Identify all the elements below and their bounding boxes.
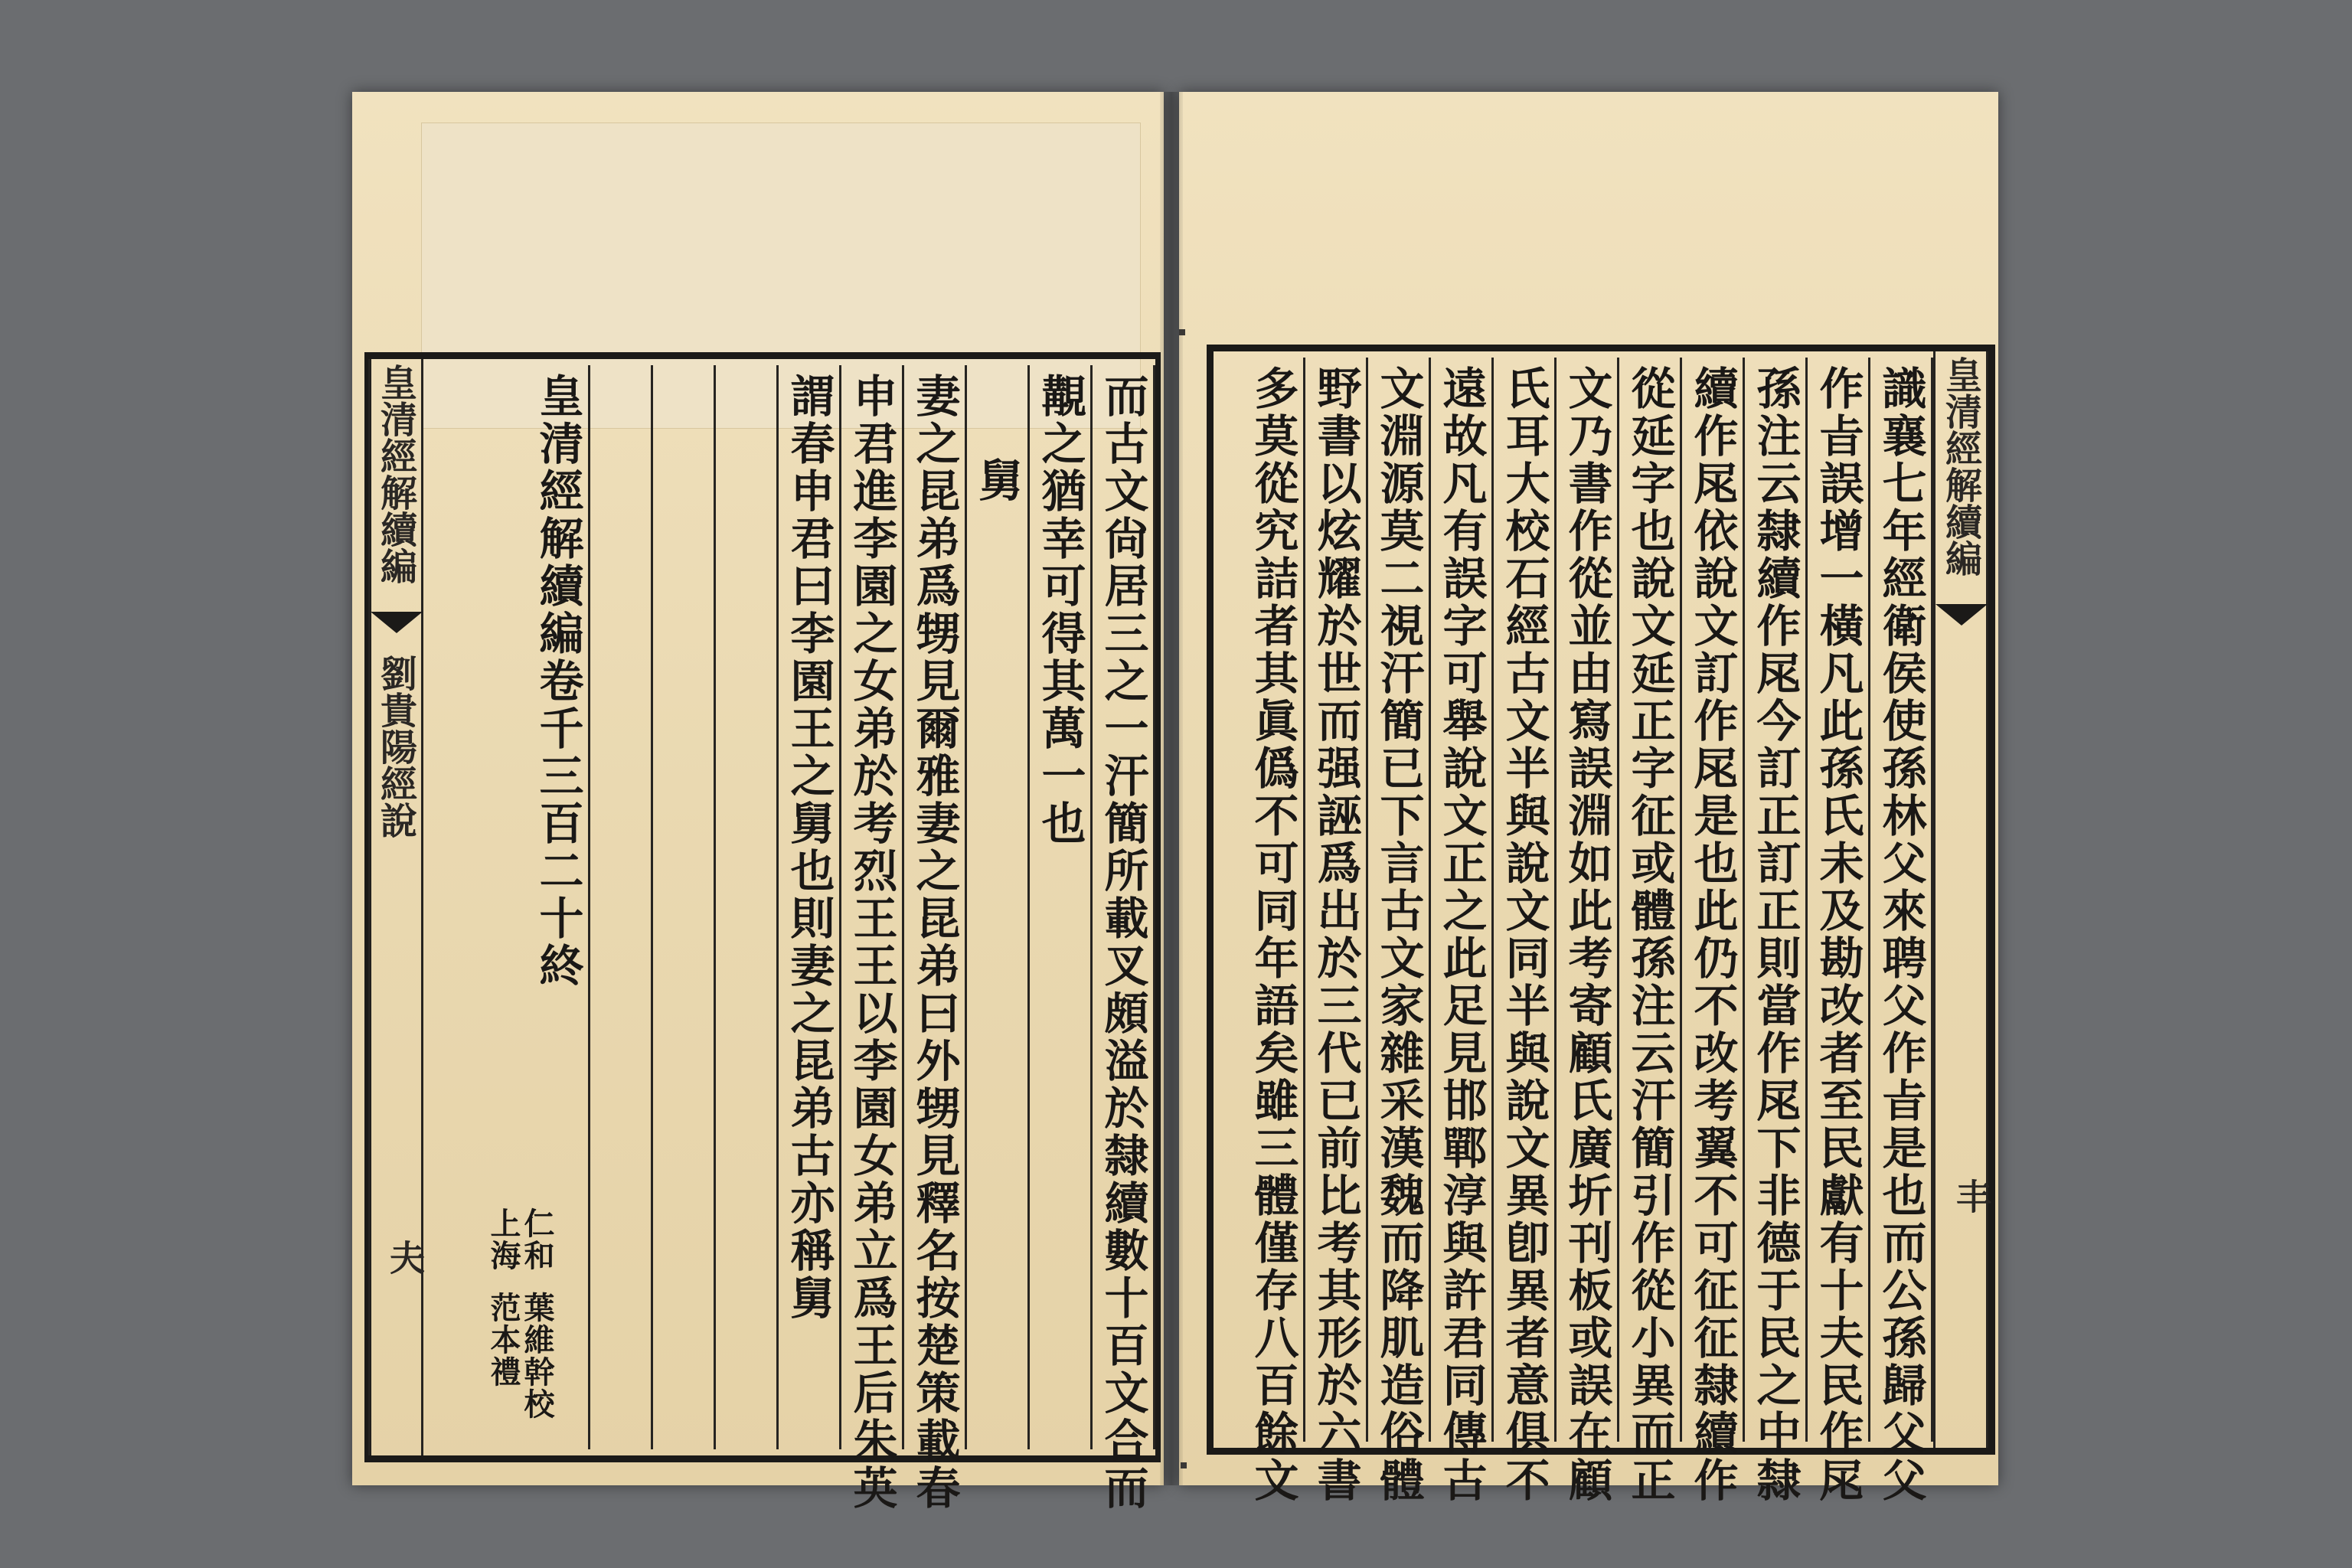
column-text: 文淵源莫二視汗簡已下言古文家雜采漢魏而降肌造俗體: [1372, 365, 1425, 1504]
column-text: 申君進李園之女弟於考烈王王以李園女弟立爲王后朱英: [845, 373, 898, 1512]
text-column: [1305, 358, 1368, 1504]
column-text: 孫注云隸續作㞑今訂正訂正則當作㞑下非德于民之中隸: [1749, 365, 1802, 1504]
column-text: 覯之猶幸可得其萬一也: [1034, 373, 1086, 848]
gutter-section: 劉貴陽經說: [374, 655, 417, 838]
column-text: 而古文尙居三之一汗簡所載叉頗溢於隸續數十百文合而: [1096, 373, 1149, 1512]
text-column: [1093, 365, 1155, 1512]
text-column: [904, 365, 967, 1512]
text-column: [1808, 358, 1870, 1504]
column-text: 多莫從究詰者其眞僞不可同年語矣雖三體僅存八百餘文: [1246, 365, 1299, 1504]
text-column: [841, 365, 904, 1512]
left-text-frame: [364, 352, 1161, 1512]
text-column: [590, 365, 653, 1449]
gutter-title: 皇清經解續編: [374, 364, 417, 584]
text-column: [1494, 358, 1557, 1504]
column-text: 續作㞑依說文訂作㞑是也此仍不改考翼不可征征隸續作: [1686, 365, 1739, 1504]
fish-tail-mark: [371, 612, 423, 633]
text-column: [1682, 358, 1745, 1504]
text-column: [1243, 358, 1305, 1504]
text-column: [1431, 358, 1494, 1504]
text-column: [716, 365, 779, 1449]
column-text: 謂春申君曰李園王之舅也則妻之昆弟古亦稱舅: [782, 373, 835, 1322]
collator-text: 仁和: [519, 1207, 555, 1272]
page-gutter-column: [1933, 351, 1992, 1448]
fish-tail-mark: [1936, 604, 1988, 626]
right-page: [1179, 92, 1998, 1504]
column-text: 識襄七年經衛侯使孫林父來聘父作㫖是也而公孫歸父父: [1874, 365, 1927, 1504]
book-gutter: [1160, 92, 1183, 1485]
column-text: 野書以炫耀於世而强誣爲出於三代已前比考其形於六書: [1309, 365, 1362, 1504]
binding-mark: [1179, 329, 1185, 335]
text-column: [1557, 358, 1619, 1504]
collator-text: 葉維幹校: [519, 1292, 555, 1420]
column-text: 舅: [971, 457, 1024, 505]
text-column: [1745, 358, 1808, 1504]
text-column: [1368, 358, 1431, 1504]
column-text: 氏耳大校石經古文半與說文同半與說文異卽異者意俱不: [1498, 365, 1550, 1504]
text-column: [1870, 358, 1933, 1504]
text-column: [653, 365, 716, 1449]
gutter-title: 皇清經解續編: [1939, 356, 1982, 577]
collator-column: [520, 365, 554, 1449]
column-text: 文乃書作從並由寫誤淵如此考寄顧氏廣圻刊板或誤在顧: [1560, 365, 1613, 1504]
column-text: 遠故凡有誤字可舉說文正之此足見邯鄲淳與許君同傳古: [1435, 365, 1488, 1504]
right-text-frame: [1207, 345, 1995, 1504]
text-column: [1030, 365, 1093, 1449]
text-column: [967, 365, 1030, 1449]
collator-text: 范本禮: [485, 1292, 521, 1388]
book-spread: [352, 92, 1998, 1512]
collator-text: 上海: [485, 1207, 521, 1272]
column-text: 從延字也說文延正字征或體孫注云汗簡引作從小異而正: [1623, 365, 1676, 1504]
collator-column: [486, 365, 520, 1449]
text-column: [1619, 358, 1682, 1504]
page-mark: 丰: [1951, 1178, 1992, 1214]
left-page: [352, 92, 1164, 1512]
page-mark: 夫: [384, 1240, 426, 1275]
column-text: 皇清經解續編卷千三百二十終: [531, 373, 584, 990]
column-text: 妻之昆弟爲甥見爾雅妻之昆弟曰外甥見釋名按楚策載春: [908, 373, 961, 1512]
page-gutter-column: [368, 359, 426, 1455]
column-text: 作㫖誤增一橫凡此孫氏未及勘改者至民獻有十夫民作㞑: [1811, 365, 1864, 1504]
binding-mark: [1181, 1462, 1187, 1468]
text-column: [779, 365, 841, 1449]
